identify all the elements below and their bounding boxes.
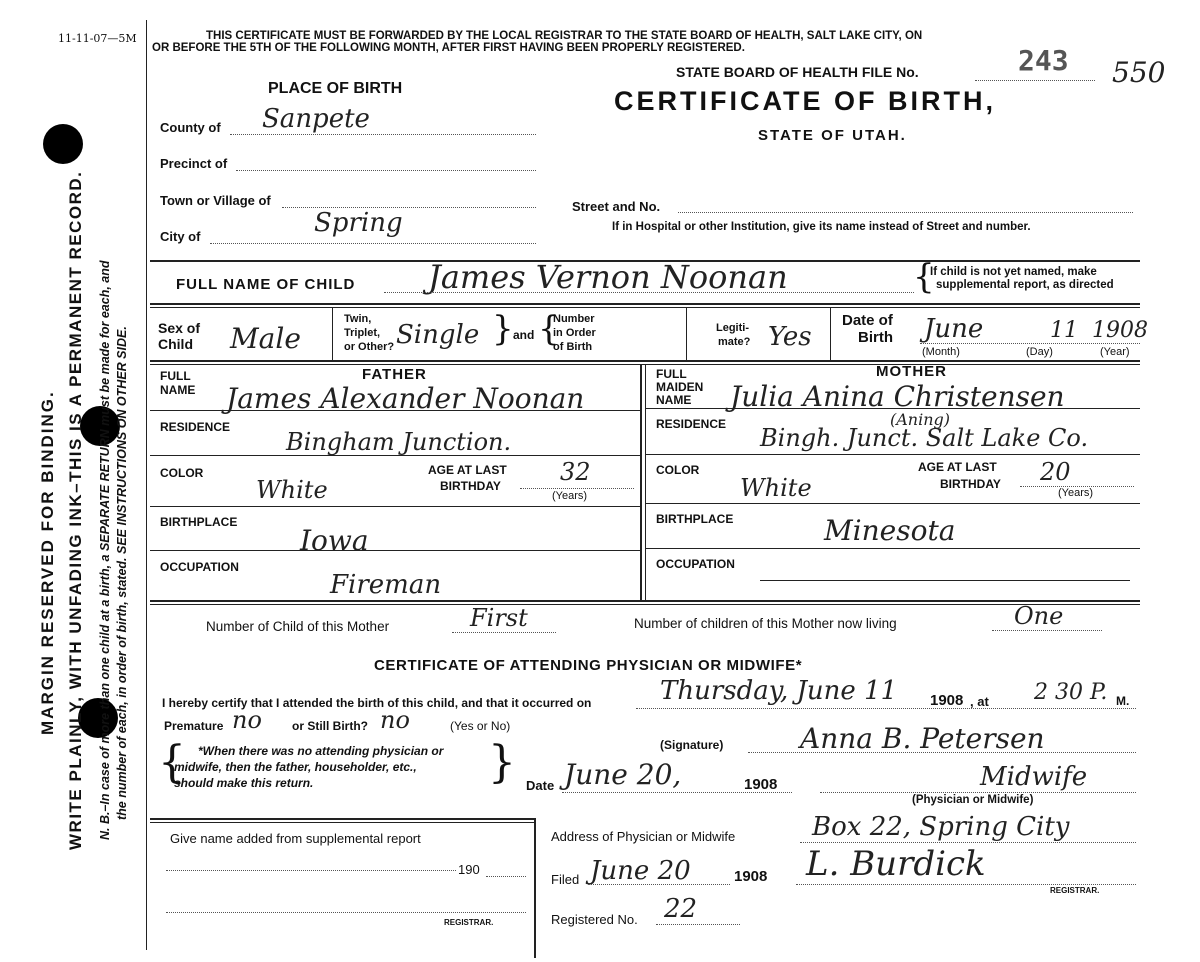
place-heading: PLACE OF BIRTH bbox=[268, 80, 403, 97]
brace: } bbox=[492, 309, 514, 349]
premature-value: no bbox=[232, 706, 262, 734]
supplemental-year: 190 bbox=[458, 862, 480, 877]
rule bbox=[150, 818, 534, 820]
registrar-label: REGISTRAR. bbox=[1050, 886, 1100, 895]
form-left-border bbox=[146, 20, 147, 950]
sex-label-2: Child bbox=[158, 336, 193, 352]
legit-label-2: mate? bbox=[718, 336, 751, 348]
dob-month: June bbox=[924, 314, 984, 344]
street-label: Street and No. bbox=[572, 199, 661, 214]
father-age-value: 32 bbox=[560, 458, 591, 486]
mother-birthplace-value: Minesota bbox=[824, 514, 956, 547]
title-line bbox=[820, 792, 1136, 793]
and-label: and bbox=[513, 328, 535, 342]
child-name-note-1: If child is not yet named, make bbox=[930, 266, 1097, 278]
order-label-3: of Birth bbox=[553, 341, 593, 353]
day-label: (Day) bbox=[1026, 346, 1053, 358]
mother-occupation-dash bbox=[760, 580, 1130, 581]
premature-label: Premature bbox=[164, 719, 224, 733]
rule bbox=[150, 307, 1140, 308]
twin-label-3: or Other? bbox=[344, 341, 395, 353]
signature-line bbox=[748, 752, 1136, 753]
father-age-label-2: BIRTHDAY bbox=[440, 479, 501, 493]
child-name-value: James Vernon Noonan bbox=[428, 258, 788, 296]
file-number-label: STATE BOARD OF HEALTH FILE No. bbox=[676, 64, 919, 80]
page-subtitle: STATE OF UTAH. bbox=[758, 127, 907, 144]
registrar-signature: L. Burdick bbox=[806, 844, 986, 884]
city-label: City of bbox=[160, 229, 201, 244]
father-residence-value: Bingham Junction. bbox=[286, 428, 512, 456]
mother-years-label: (Years) bbox=[1058, 487, 1094, 499]
twin-value: Single bbox=[396, 320, 480, 350]
mother-residence-value: Bingh. Junct. Salt Lake Co. bbox=[760, 424, 1089, 452]
brace: } bbox=[488, 737, 516, 788]
dob-line bbox=[920, 343, 1140, 344]
filed-value: June 20 bbox=[590, 856, 691, 886]
notice-line-1: THIS CERTIFICATE MUST BE FORWARDED BY THE LOCAL REGISTRAR TO THE STATE BOARD OF HEALTH, SALT LAKE CITY, ON bbox=[206, 30, 923, 42]
mother-full-label-3: NAME bbox=[656, 393, 692, 407]
m-label: M. bbox=[1116, 694, 1130, 708]
father-heading: FATHER bbox=[362, 366, 427, 383]
mother-age-label-1: AGE AT LAST bbox=[918, 460, 997, 474]
margin-ink-text: WRITE PLAINLY, WITH UNFADING INK–THIS IS A PERMANENT RECORD. bbox=[66, 170, 85, 850]
stillbirth-value: no bbox=[380, 706, 410, 734]
brace: { bbox=[158, 737, 186, 788]
brace: { bbox=[538, 309, 560, 349]
father-color-label: COLOR bbox=[160, 466, 204, 480]
child-name-line bbox=[384, 292, 914, 293]
supplemental-registrar-line bbox=[166, 912, 526, 913]
rule bbox=[645, 503, 1140, 504]
certify-text: I hereby certify that I attended the birth of this child, and that it occurred on bbox=[162, 696, 592, 710]
rule bbox=[830, 308, 831, 360]
rule bbox=[534, 818, 536, 958]
physician-heading: CERTIFICATE OF ATTENDING PHYSICIAN OR MIDWIFE* bbox=[374, 657, 803, 674]
time-value: 2 30 P. bbox=[1034, 680, 1108, 705]
children-living-label: Number of children of this Mother now living bbox=[634, 616, 897, 631]
city-value: Spring bbox=[314, 208, 403, 238]
rule bbox=[150, 455, 640, 456]
mother-color-value: White bbox=[740, 474, 812, 502]
father-age-line bbox=[520, 488, 634, 489]
month-label: (Month) bbox=[922, 346, 960, 358]
registered-value: 22 bbox=[664, 894, 698, 924]
father-full-label-1: FULL bbox=[160, 369, 191, 383]
father-residence-label: RESIDENCE bbox=[160, 420, 231, 434]
county-value: Sanpete bbox=[262, 104, 370, 134]
father-birthplace-label: BIRTHPLACE bbox=[160, 515, 238, 529]
father-name-value: James Alexander Noonan bbox=[226, 382, 585, 415]
at-label: , at bbox=[970, 694, 989, 709]
rule bbox=[645, 408, 1140, 409]
mother-name-insert: (Aning) bbox=[890, 410, 951, 429]
note-line-3: should make this return. bbox=[174, 776, 314, 790]
address-value: Box 22, Spring City bbox=[812, 812, 1070, 842]
hospital-note: If in Hospital or other Institution, give its name instead of Street and number. bbox=[612, 221, 1031, 233]
file-note: 550 bbox=[1112, 56, 1166, 89]
rule bbox=[150, 410, 640, 411]
rule bbox=[640, 364, 642, 600]
dob-label-1: Date of bbox=[842, 312, 893, 329]
margin-note-1: N. B.–In case of more than one child at a birth, a SEPARATE RETURN must be made for each, and bbox=[98, 260, 112, 840]
date-value: June 20, bbox=[564, 758, 682, 791]
mother-age-label-2: BIRTHDAY bbox=[940, 477, 1001, 491]
rule bbox=[150, 604, 1140, 605]
dob-label-2: Birth bbox=[858, 329, 893, 346]
father-years-label: (Years) bbox=[552, 490, 588, 502]
occurred-year: 1908 bbox=[930, 692, 964, 709]
registered-line bbox=[656, 924, 740, 925]
file-line bbox=[975, 80, 1095, 81]
dob-year: 1908 bbox=[1092, 318, 1148, 343]
rule bbox=[332, 308, 333, 360]
filed-label: Filed bbox=[551, 872, 580, 887]
county-label: County of bbox=[160, 120, 221, 135]
father-age-label-1: AGE AT LAST bbox=[428, 463, 507, 477]
twin-label-1: Twin, bbox=[344, 313, 372, 325]
legit-value: Yes bbox=[768, 322, 812, 352]
order-label-2: in Order bbox=[553, 327, 596, 339]
father-color-value: White bbox=[256, 476, 328, 504]
order-label-1: Number bbox=[553, 313, 595, 325]
father-occupation-value: Fireman bbox=[330, 570, 442, 600]
occurred-value: Thursday, June 11 bbox=[660, 676, 898, 706]
margin-note-2: the number of each, in order of birth, stated. SEE INSTRUCTIONS ON OTHER SIDE. bbox=[115, 326, 129, 820]
registered-label: Registered No. bbox=[551, 912, 638, 927]
note-line-2: midwife, then the father, householder, etc., bbox=[174, 760, 417, 774]
mother-heading: MOTHER bbox=[876, 363, 947, 380]
note-line-1: *When there was no attending physician or bbox=[198, 744, 444, 758]
address-label: Address of Physician or Midwife bbox=[551, 829, 736, 844]
mother-full-label-1: FULL bbox=[656, 367, 687, 381]
title-value: Midwife bbox=[980, 762, 1088, 792]
rule bbox=[150, 822, 534, 823]
rule bbox=[150, 600, 1140, 602]
mother-age-value: 20 bbox=[1040, 458, 1071, 486]
child-name-label: FULL NAME OF CHILD bbox=[176, 276, 356, 293]
supplemental-name-line bbox=[166, 870, 456, 871]
form-code: 11-11-07—5M bbox=[58, 32, 137, 45]
mother-full-label-2: MAIDEN bbox=[656, 380, 704, 394]
title-label: (Physician or Midwife) bbox=[912, 794, 1034, 806]
twin-label-2: Triplet, bbox=[344, 327, 381, 339]
mother-residence-label: RESIDENCE bbox=[656, 417, 727, 431]
mother-occupation-label: OCCUPATION bbox=[656, 557, 735, 571]
child-number-label: Number of Child of this Mother bbox=[206, 619, 390, 634]
father-occupation-label: OCCUPATION bbox=[160, 560, 239, 574]
notice-line-2: OR BEFORE THE 5TH OF THE FOLLOWING MONTH, AFTER FIRST HAVING BEEN PROPERLY REGISTERED. bbox=[152, 42, 745, 54]
signature-label: (Signature) bbox=[660, 738, 724, 752]
page-title: CERTIFICATE OF BIRTH, bbox=[614, 86, 996, 116]
supplemental-text: Give name added from supplemental report bbox=[170, 831, 421, 846]
children-living-value: One bbox=[1014, 602, 1064, 630]
year-label: (Year) bbox=[1100, 346, 1130, 358]
stillbirth-label: or Still Birth? bbox=[292, 719, 368, 733]
supplemental-year-line bbox=[486, 876, 526, 877]
binding-hole bbox=[43, 124, 83, 164]
child-number-line bbox=[452, 632, 556, 633]
rule bbox=[150, 360, 1140, 362]
father-full-label-2: NAME bbox=[160, 383, 196, 397]
file-number: 243 bbox=[1018, 44, 1069, 77]
date-line bbox=[562, 792, 792, 793]
mother-birthplace-label: BIRTHPLACE bbox=[656, 512, 734, 526]
rule bbox=[150, 506, 640, 507]
street-line bbox=[678, 212, 1133, 213]
mother-name-value: Julia Anina Christensen bbox=[730, 380, 1065, 413]
rule bbox=[150, 303, 1140, 305]
margin-binding-text: MARGIN RESERVED FOR BINDING. bbox=[38, 390, 57, 735]
brace: { bbox=[913, 257, 935, 297]
filed-line bbox=[588, 884, 730, 885]
yes-no-label: (Yes or No) bbox=[450, 719, 511, 733]
town-label: Town or Village of bbox=[160, 193, 271, 208]
legit-label-1: Legiti- bbox=[716, 322, 749, 334]
child-name-note-2: supplemental report, as directed bbox=[936, 279, 1114, 291]
dob-day: 11 bbox=[1050, 318, 1078, 343]
supplemental-registrar-label: REGISTRAR. bbox=[444, 918, 494, 927]
sex-label-1: Sex of bbox=[158, 320, 201, 336]
occurred-line bbox=[636, 708, 1136, 709]
precinct-label: Precinct of bbox=[160, 156, 228, 171]
rule bbox=[645, 548, 1140, 549]
precinct-line bbox=[236, 170, 536, 171]
date-year: 1908 bbox=[744, 776, 778, 793]
city-line bbox=[210, 243, 536, 244]
mother-color-label: COLOR bbox=[656, 463, 700, 477]
child-number-value: First bbox=[470, 604, 528, 632]
address-line bbox=[800, 842, 1136, 843]
father-birthplace-value: Iowa bbox=[300, 524, 369, 557]
children-living-line bbox=[992, 630, 1102, 631]
registrar-line bbox=[796, 884, 1136, 885]
sex-value: Male bbox=[230, 322, 301, 355]
county-line bbox=[230, 134, 536, 135]
date-label: Date bbox=[526, 778, 555, 793]
filed-year: 1908 bbox=[734, 868, 768, 885]
rule bbox=[645, 454, 1140, 455]
signature-value: Anna B. Petersen bbox=[800, 722, 1045, 755]
rule bbox=[645, 364, 646, 600]
rule bbox=[150, 550, 640, 551]
rule bbox=[686, 308, 687, 360]
